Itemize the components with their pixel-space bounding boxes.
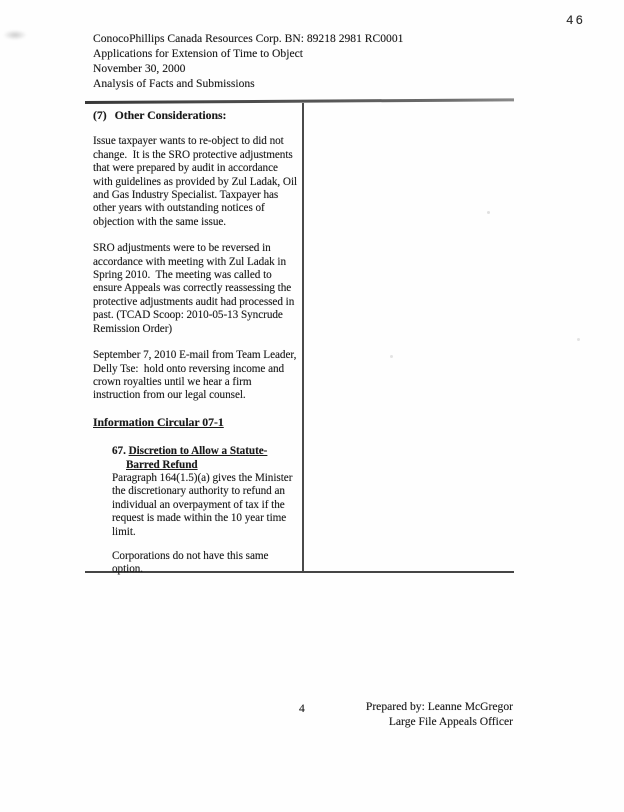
- information-circular-heading: Information Circular 07-1: [93, 414, 224, 429]
- paragraph-issue-taxpayer: Issue taxpayer wants to re-object to did not change. It is the SRO protective adjustments that were prepared by audit in accordance with guidelines as provided by Zul Ladak, Oil and Gas Industry Specialist. Taxpayer has other years with outstanding notices of objection with the same issue.: [93, 135, 300, 228]
- page-number-bottom: 4: [299, 702, 305, 715]
- item-67-title-text: Discretion to Allow a Statute-Barred Refund: [126, 445, 268, 471]
- section-heading-number: (7): [93, 108, 107, 122]
- section-heading: [93, 109, 300, 122]
- item-67-body: Paragraph 164(1.5)(a) gives the Minister the discretionary authority to refund an individual an overpayment of tax if the request is made within the 10 year time limit.: [112, 471, 296, 538]
- item-67-title: [112, 445, 295, 472]
- item-67: [112, 445, 295, 577]
- right-column-cell: [306, 103, 514, 571]
- item-67-number: 67.: [112, 445, 126, 458]
- paragraph-sro-adjustments: SRO adjustments were to be reversed in accordance with meeting with Zul Ladak in Spring 2010. The meeting was called to ensure Appeals was correctly reassessing the protective adjustments audit had processed in past. (TCAD Scoop: 2010-05-13 Syncrude Remission Order): [93, 242, 297, 335]
- document-header: [93, 31, 403, 91]
- section-heading-text: Other Considerations:: [114, 108, 227, 122]
- prepared-by-role: Large File Appeals Officer: [388, 714, 513, 728]
- header-date-line: November 30, 2000: [93, 62, 186, 75]
- header-section-line: Analysis of Facts and Submissions: [93, 77, 255, 90]
- prepared-by-line: Prepared by: Leanne McGregor: [365, 700, 513, 713]
- paragraph-email-team-leader: September 7, 2010 E-mail from Team Leader, Delly Tse: hold onto reversing income and crown royalties until we hear a firm instruction from our legal counsel.: [93, 349, 300, 402]
- header-company-line: ConocoPhillips Canada Resources Corp. BN: 89218 2981 RC0001: [93, 32, 404, 45]
- header-subject-line: Applications for Extension of Time to Object: [93, 47, 303, 60]
- scan-smudge: [3, 30, 27, 40]
- scan-speck: [577, 338, 580, 341]
- item-67-note: Corporations do not have this same option.: [112, 549, 272, 576]
- page-number-top: 46: [566, 14, 586, 28]
- left-column-cell: [93, 106, 300, 577]
- footer-prepared-by-block: [0, 700, 513, 729]
- analysis-table: [85, 103, 514, 576]
- table-column-divider: [302, 103, 304, 571]
